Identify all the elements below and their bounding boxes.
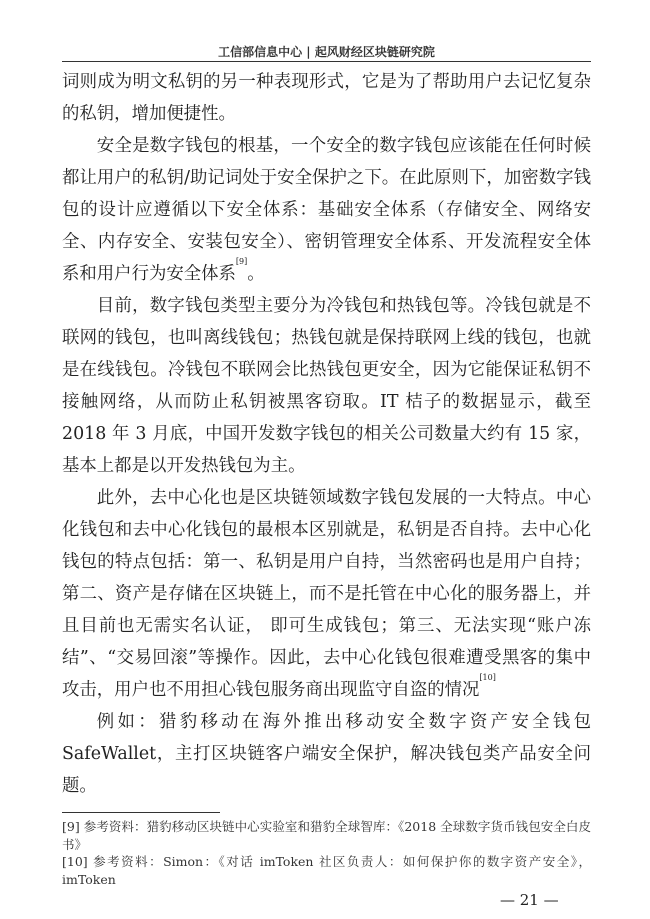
paragraph: 例如：猎豹移动在海外推出移动安全数字资产安全钱包 SafeWallet，主打区块链客户端安全保护，解决钱包类产品安全问题。 bbox=[62, 712, 591, 796]
running-header: 工信部信息中心 | 起风财经区块链研究院 bbox=[218, 45, 435, 59]
footnotes bbox=[62, 818, 591, 888]
paragraph: 目前，数字钱包类型主要分为冷钱包和热钱包等。冷钱包就是不联网的钱包，也叫离线钱包；热钱包就是保持联网上线的钱包，也就是在线钱包。冷钱包不联网会比热钱包更安全，因为它能保证私钥不接触网络，从而防止私钥被黑客窃取。IT 桔子的数据显示，截至 2018 年 3 月底，中国开发数字钱包的相关公司数量大约有 15 家，基本上都是以开发热钱包为主。 bbox=[62, 296, 591, 476]
footnote-9: [9] 参考资料：猎豹移动区块链中心实验室和猎豹全球智库：《2018 全球数字货币钱包安全白皮书》 bbox=[62, 819, 591, 852]
page bbox=[62, 44, 591, 910]
footnote-ref[interactable]: [10] bbox=[479, 673, 496, 682]
footnote-10: [10] 参考资料：Simon：《对话 imToken 社区负责人：如何保护你的数字资产安全》，imToken bbox=[62, 854, 591, 887]
paragraph: 词则成为明文私钥的另一种表现形式，它是为了帮助用户去记忆复杂的私钥，增加便捷性。 bbox=[62, 72, 591, 124]
footnote-ref[interactable]: [9] bbox=[235, 257, 248, 266]
paragraph: 安全是数字钱包的根基，一个安全的数字钱包应该能在任何时候都让用户的私钥/助记词处于安全保护之下。在此原则下，加密数字钱包的设计应遵循以下安全体系：基础安全体系（存储安全、网络安全、内存安全、安装包安全）、密钥管理安全体系、开发流程安全体系和用户行为安全体系[9]。 bbox=[62, 136, 591, 284]
page-number: — 21 — bbox=[500, 891, 559, 909]
header-rule bbox=[62, 61, 591, 62]
footnote-rule bbox=[62, 812, 220, 813]
paragraph: 此外，去中心化也是区块链领域数字钱包发展的一大特点。中心化钱包和去中心化钱包的最根本区别就是，私钥是否自持。去中心化钱包的特点包括：第一、私钥是用户自持，当然密码也是用户自持；第二、资产是存储在区块链上，而不是托管在中心化的服务器上，并且目前也无需实名认证， 即可生成钱包；第三、无法实现“账户冻结”、“交易回滚”等操作。因此，去中心化钱包很难遭受黑客的集中攻击，用户也不用担心钱包服务商出现监守自盗的情况[10] bbox=[62, 488, 591, 700]
body-text bbox=[62, 66, 591, 802]
